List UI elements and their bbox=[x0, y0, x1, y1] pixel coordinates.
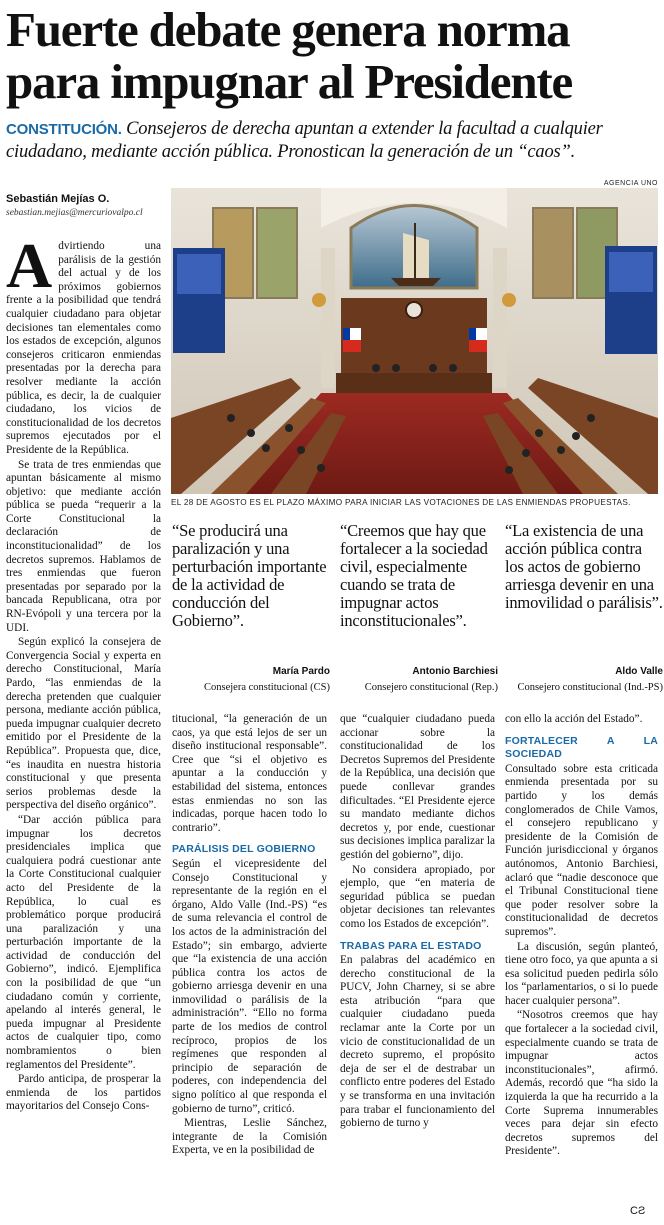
article-column-2 bbox=[172, 713, 327, 1159]
chamber-illustration bbox=[171, 188, 658, 494]
article-column-1 bbox=[6, 230, 161, 1115]
body-paragraph: con ello la acción del Estado”. bbox=[505, 713, 643, 725]
quote-role: Consejero constitucional (Ind.-PS) bbox=[517, 682, 663, 693]
quote-author: Antonio Barchiesi bbox=[412, 666, 498, 677]
body-paragraph: que “cualquier ciudadano pueda accionar sobre la constitucionalidad de los Decretos Supremos del Presidente de la República, una decisión que puede conllevar grandes dificultades. “El Presidente ejerce su mandato mediante dichos decretos y, por ende, cuestionar sus decisiones implica paralizar la gestión del gobierno”, dijo. bbox=[340, 713, 495, 861]
body-paragraph: No considera apropiado, por ejemplo, que “en materia de seguridad pública se puedan objetar decisiones tan relevantes como los Estados de excepción”. bbox=[340, 863, 495, 930]
pull-quote-2 bbox=[340, 521, 498, 693]
quote-author: María Pardo bbox=[272, 666, 330, 677]
body-paragraph: Consultado sobre esta criticada enmienda presentada por su partido y los demás conglomerados de Chile Vamos, el consejero republicano y presidente de la Comisión de Función jurisdiccional y órganos autónomos, Antonio Barchiesi, aclaró que “nadie desconoce que el Tribunal Constitucional tiene que poder resolver sobre la constitucionalidad de decretos supremos”. bbox=[505, 762, 658, 938]
body-paragraph: Advirtiendo una parálisis de la gestión del actual y de los próximos gobiernos frente a la posibilidad que tendrá cualquier ciudadano para objetar decisiones tan elementales como los estados de excepción, algunos consejeros criticaron enmiendas presentadas por la derecha para resolver mediante la acción pública, es decir, la de cualquier ciudadano, los vicios de constitucionalidad de los decretos supremos ejecutados por el Presidente de la República. bbox=[6, 230, 161, 456]
subheading: PARÁLISIS DEL GOBIERNO bbox=[172, 843, 316, 856]
byline bbox=[6, 193, 166, 218]
photo-credit: AGENCIA UNO bbox=[603, 180, 658, 187]
chamber-photo bbox=[171, 188, 658, 494]
author-email: sebastian.mejias@mercuriovalpo.cl bbox=[6, 208, 143, 218]
end-mark: CƧ bbox=[630, 1205, 646, 1217]
photo-caption: EL 28 DE AGOSTO ES EL PLAZO MÁXIMO PARA INICIAR LAS VOTACIONES DE LAS ENMIENDAS PROPUESTAS. bbox=[171, 498, 631, 507]
author-name: Sebastián Mejías O. bbox=[6, 193, 110, 205]
article-column-4 bbox=[505, 713, 658, 1160]
quote-author: Aldo Valle bbox=[615, 666, 663, 677]
section-kicker: CONSTITUCIÓN. bbox=[6, 121, 122, 138]
drop-cap: A bbox=[6, 230, 53, 301]
body-paragraph: “Nosotros creemos que hay que fortalecer a la sociedad civil, especialmente cuando se trata de impugnar actos inconstitucionales”, afirmó. Además, recordó que “ha sido la izquierda la que ha recurrido a la Corte Suprema innumerables veces para dejar sin efecto decretos supremos del Presidente”. bbox=[505, 1009, 658, 1158]
quote-role: Consejera constitucional (CS) bbox=[204, 682, 330, 693]
body-paragraph: En palabras del académico en derecho constitucional de la PUCV, John Charney, si se abre esta atribución “para que cualquier ciudadano pueda reclamar ante la Corte por un vicio de constitucionalidad de un decreto supremo, el propósito deja de ser el de destrabar un conflicto entre poderes del Estado y se transforma en una invitación para trabar el funcionamiento del gobierno de turno y bbox=[340, 954, 495, 1130]
subheading: TRABAS PARA EL ESTADO bbox=[340, 939, 482, 952]
subheading: FORTALECER A LA SOCIEDAD bbox=[505, 734, 658, 761]
lead-paragraph bbox=[6, 118, 658, 163]
lead-text: Consejeros de derecha apuntan a extender la facultad a cualquier ciudadano, mediante acción pública. Pronostican la generación de un “caos”. bbox=[6, 119, 603, 162]
body-paragraph: Pardo anticipa, de prosperar la enmienda de los partidos mayoritarios del Consejo Cons- bbox=[6, 1073, 161, 1113]
headline: Fuerte debate genera norma para impugnar al Presidente bbox=[6, 2, 573, 109]
article-column-3 bbox=[340, 713, 495, 1132]
body-paragraph: “Dar acción pública para impugnar los decretos presidenciales implica que cualquiera podrá cuestionar ante la Corte Constitucional cualquier acto del Presidente de la República, lo cual es problemático porque producirá una paralización y una perturbación importante de la actividad de conducción del Gobierno”, indicó. Ejemplifica con la posibilidad de que “un ciudadano común y corriente, apelando al interés general, le pueda impugnar al Presidente actos de cualquier tipo, como nombramientos o bien reglamentos del Presidente”. bbox=[6, 813, 161, 1071]
body-paragraph: Según explicó la consejera de Convergencia Social y experta en derecho Constitucional, María Pardo, “las enmiendas de la derecha pretenden que cualquier persona, mediante acción pública, pueda impugnar cualquier decreto emitido por el Presidente de la República”. Propuesta que, dice, “es inaudita en nuestra historia constitucional y que presenta serios problemas desde la perspectiva del diseño orgánico”. bbox=[6, 636, 161, 812]
quote-text: “La existencia de una acción pública contra los actos de gobierno arriesga devenir en una inmovilidad o parálisis”. bbox=[505, 521, 663, 612]
quote-text: “Se producirá una paralización y una perturbación importante de la actividad de conducción del Gobierno”. bbox=[172, 521, 327, 630]
body-paragraph: La discusión, según planteó, tiene otro foco, ya que apunta a si esa solicitud pueden pedirla sólo los “parlamentarios, o si lo puede hacer cualquier persona”. bbox=[505, 940, 658, 1007]
body-paragraph: titucional, “la generación de un caos, ya que está lejos de ser un diseño institucional responsable”. Cree que “si el objetivo es apuntar a la conducción y estabilidad del sistema, entonces estas enmiendas no son las indicadas, porque hacen todo lo contrario”. bbox=[172, 713, 327, 834]
body-paragraph: Mientras, Leslie Sánchez, integrante de la Comisión Experta, ve en la posibilidad de bbox=[172, 1117, 327, 1157]
body-paragraph: Se trata de tres enmiendas que apuntan básicamente al mismo objetivo: que mediante acción pública se pueda “requerir a la Corte Constitucional la declaración de inconstitucionalidad” de los decretos supremos. Hablamos de tres enmiendas que fueron presentadas por separado por la bancada Republicana, otra por RN-Evópoli y una tercera por la UDI. bbox=[6, 458, 161, 634]
quote-role: Consejero constitucional (Rep.) bbox=[364, 682, 498, 693]
pull-quote-1 bbox=[172, 521, 330, 693]
pull-quote-3 bbox=[505, 521, 663, 693]
body-paragraph: Según el vicepresidente del Consejo Constitucional y representante de la región en el órgano, Aldo Valle (Ind.-PS) “es de suma relevancia el control de los actos de la administración del Estado”; sin embargo, advierte que “la existencia de una acción pública contra los actos de gobierno arriesga devenir en una inmovilidad o parálisis de la administración”. “Ello no forma parte de los medios de control recíproco, propios de los regímenes que responden al principio de separación de poderes, con independencia del signo político al que responda el gobierno de turno”, criticó. bbox=[172, 857, 327, 1115]
quote-text: “Creemos que hay que fortalecer a la sociedad civil, especialmente cuando se trata de impugnar actos inconstitucionales”. bbox=[340, 521, 488, 630]
